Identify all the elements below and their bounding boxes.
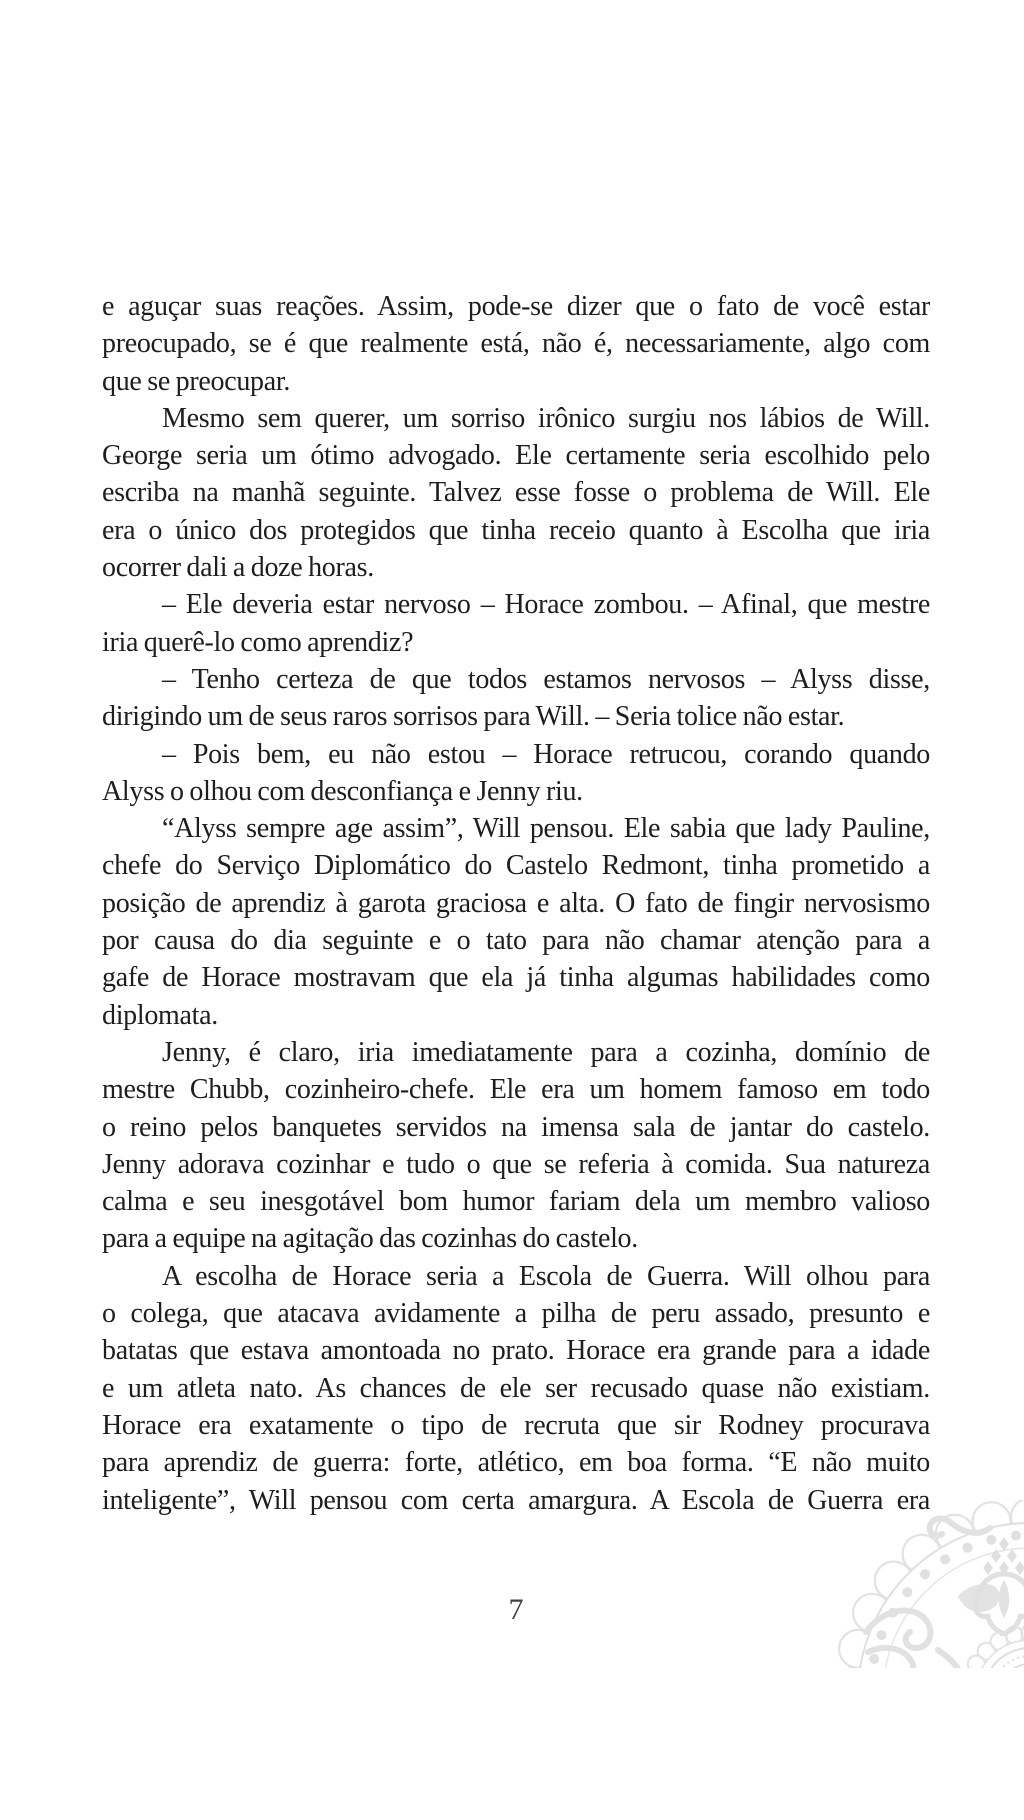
text-line: o reino pelos banquetes servidos na imensa sala de jantar do castelo. [102,1111,930,1143]
text-line: que se preocupar. [102,365,291,397]
text-line: Alyss o olhou com desconfiança e Jenny riu. [102,775,583,807]
text-line: preocupado, se é que realmente está, não é, necessariamente, algo com [102,328,930,360]
text-line: posição de aprendiz à garota graciosa e alta. O fato de fingir nervosismo [102,887,930,919]
text-line: Horace era exatamente o tipo de recruta que sir Rodney procurava [102,1409,930,1441]
text-line: – Tenho certeza de que todos estamos nervosos – Alyss disse, [162,663,930,695]
paragraph [102,400,930,586]
paragraph [102,736,930,811]
page-text [102,288,930,1519]
text-line: “Alyss sempre age assim”, Will pensou. Ele sabia que lady Pauline, [162,813,930,845]
text-line: por causa do dia seguinte e o tato para não chamar atenção para a [102,925,930,957]
text-line: A escolha de Horace seria a Escola de Guerra. Will olhou para [162,1260,930,1292]
text-line: diplomata. [102,999,218,1031]
text-line: Jenny, é claro, iria imediatamente para a cozinha, domínio de [162,1036,930,1068]
paragraph [102,810,930,1034]
text-line: o colega, que atacava avidamente a pilha de peru assado, presunto e [102,1298,930,1330]
text-line: era o único dos protegidos que tinha receio quanto à Escolha que iria [102,514,930,546]
corner-medallion-icon [838,1500,1024,1668]
text-line: e um atleta nato. As chances de ele ser recusado quase não existiam. [102,1372,930,1404]
text-line: e aguçar suas reações. Assim, pode-se dizer que o fato de você estar [102,291,930,322]
text-line: George seria um ótimo advogado. Ele certamente seria escolhido pelo [102,440,930,472]
text-line: chefe do Serviço Diplomático do Castelo Redmont, tinha prometido a [102,850,930,882]
text-line: para a equipe na agitação das cozinhas do castelo. [102,1223,638,1255]
text-line: – Pois bem, eu não estou – Horace retrucou, corando quando [162,738,930,770]
text-line: calma e seu inesgotável bom humor fariam dela um membro valioso [102,1186,930,1218]
paragraph [102,661,930,736]
text-line: para aprendiz de guerra: forte, atlético, em boa forma. “E não muito [102,1447,930,1479]
text-line: dirigindo um de seus raros sorrisos para Will. – Seria tolice não estar. [102,701,845,733]
text-line: mestre Chubb, cozinheiro-chefe. Ele era um homem famoso em todo [102,1074,930,1106]
paragraph [102,288,930,400]
text-line: gafe de Horace mostravam que ela já tinha algumas habilidades como [102,962,930,994]
text-line: iria querê-lo como aprendiz? [102,626,414,658]
text-line: Jenny adorava cozinhar e tudo o que se referia à comida. Sua natureza [102,1148,930,1180]
text-line: escriba na manhã seguinte. Talvez esse fosse o problema de Will. Ele [102,477,930,509]
paragraph [102,1034,930,1258]
text-line: batatas que estava amontoada no prato. Horace era grande para a idade [102,1335,930,1367]
paragraph [102,586,930,661]
corner-ornament [838,1500,1024,1668]
text-line: Mesmo sem querer, um sorriso irônico surgiu nos lábios de Will. [162,402,930,434]
paragraph [102,1258,930,1519]
page-number: 7 [508,1593,524,1626]
text-line: ocorrer dali a doze horas. [102,552,374,584]
text-line: – Ele deveria estar nervoso – Horace zombou. – Afinal, que mestre [162,589,930,621]
text-line: inteligente”, Will pensou com certa amargura. A Escola de Guerra era [102,1484,930,1516]
